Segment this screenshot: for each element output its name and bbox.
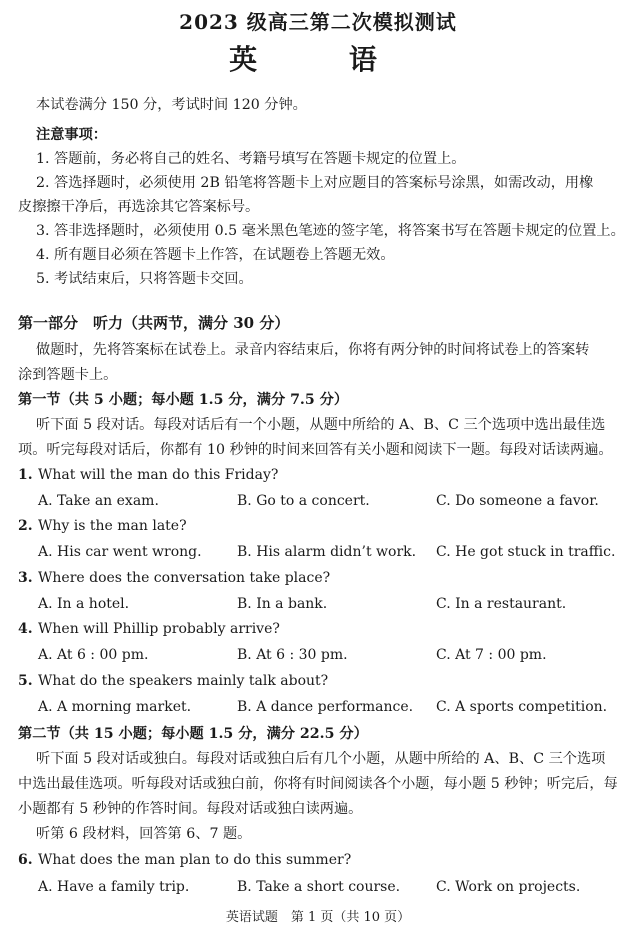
notice-heading: 注意事项：: [36, 127, 107, 143]
q6-option-b: B. Take a short course.: [237, 879, 401, 895]
question-number: 6.: [18, 852, 33, 868]
q2-option-b: B. His alarm didn’t work.: [237, 544, 417, 560]
question-3: [18, 570, 330, 586]
q2-option-a: A. His car went wrong.: [38, 544, 202, 560]
notice-item-1: 1. 答题前，务必将自己的姓名、考籍号填写在答题卡规定的位置上。: [36, 151, 466, 167]
section1-desc-2: 项。听完每段对话后，你都有 10 秒钟的时间来回答有关小题和阅读下一题。每段对话读两遍。: [18, 442, 613, 458]
question-number: 5.: [18, 673, 33, 689]
q5-option-a: A. A morning market.: [38, 699, 192, 715]
notice-item-2: 2. 答选择题时，必须使用 2B 铅笔将答题卡上对应题目的答案标号涂黑，如需改动，用橡: [36, 175, 594, 191]
section1-heading: 第一节（共 5 小题；每小题 1.5 分，满分 7.5 分）: [18, 392, 349, 408]
subject-title: 英 语: [229, 43, 407, 76]
question-1: [18, 467, 278, 483]
section2-heading: 第二节（共 15 小题；每小题 1.5 分，满分 22.5 分）: [18, 726, 368, 742]
question-text: When will Phillip probably arrive?: [38, 621, 280, 637]
question-2: [18, 518, 187, 534]
section2-desc-3: 小题都有 5 秒钟的作答时间。每段对话或独白读两遍。: [18, 801, 363, 817]
q5-option-b: B. A dance performance.: [237, 699, 414, 715]
part1-desc-2: 涂到答题卡上。: [18, 367, 118, 383]
page-footer: 英语试题 第 1 页（共 10 页）: [225, 910, 411, 925]
q3-option-b: B. In a bank.: [237, 596, 328, 612]
notice-item-3: 3. 答非选择题时，必须使用 0.5 毫米黑色笔迹的签字笔，将答案书写在答题卡规定的位置上。: [36, 223, 625, 239]
part1-desc-1: 做题时，先将答案标在试卷上。录音内容结束后，你将有两分钟的时间将试卷上的答案转: [36, 342, 590, 358]
q4-option-a: A. At 6 : 00 pm.: [38, 647, 149, 663]
question-text: Why is the man late?: [38, 518, 187, 534]
notice-item-2-cont: 皮擦擦干净后，再选涂其它答案标号。: [18, 199, 260, 215]
q4-option-c: C. At 7 : 00 pm.: [436, 647, 547, 663]
q4-option-b: B. At 6 : 30 pm.: [237, 647, 348, 663]
q1-option-a: A. Take an exam.: [38, 493, 159, 509]
question-number: 2.: [18, 518, 33, 534]
question-text: Where does the conversation take place?: [38, 570, 331, 586]
question-6: [18, 852, 351, 868]
q1-option-b: B. Go to a concert.: [237, 493, 370, 509]
q1-option-c: C. Do someone a favor.: [436, 493, 599, 509]
notice-item-4: 4. 所有题目必须在答题卡上作答，在试题卷上答题无效。: [36, 247, 395, 263]
q6-option-c: C. Work on projects.: [436, 879, 581, 895]
q5-option-c: C. A sports competition.: [436, 699, 608, 715]
question-text: What do the speakers mainly talk about?: [38, 673, 329, 689]
question-text: What will the man do this Friday?: [38, 467, 279, 483]
notice-item-5: 5. 考试结束后，只将答题卡交回。: [36, 271, 253, 287]
q6-option-a: A. Have a family trip.: [38, 879, 190, 895]
exam-title: 2023 级高三第二次模拟测试: [179, 10, 457, 34]
intro-text: 本试卷满分 150 分，考试时间 120 分钟。: [36, 97, 307, 113]
question-number: 4.: [18, 621, 33, 637]
part1-heading: 第一部分 听力（共两节，满分 30 分）: [18, 314, 290, 332]
question-number: 3.: [18, 570, 33, 586]
section2-desc-2: 中选出最佳选项。听每段对话或独白前，你将有时间阅读各个小题，每小题 5 秒钟；听完后，每: [18, 776, 618, 792]
question-4: [18, 621, 280, 637]
q3-option-a: A. In a hotel.: [38, 596, 130, 612]
q2-option-c: C. He got stuck in traffic.: [436, 544, 616, 560]
q3-option-c: C. In a restaurant.: [436, 596, 567, 612]
section2-desc-4: 听第 6 段材料，回答第 6、7 题。: [36, 826, 252, 842]
section2-desc-1: 听下面 5 段对话或独白。每段对话或独白后有几个小题，从题中所给的 A、B、C 三个选项: [36, 751, 606, 767]
section1-desc-1: 听下面 5 段对话。每段对话后有一个小题，从题中所给的 A、B、C 三个选项中选出最佳选: [36, 417, 606, 433]
question-number: 1.: [18, 467, 33, 483]
question-text: What does the man plan to do this summer?: [38, 852, 352, 868]
question-5: [18, 673, 328, 689]
